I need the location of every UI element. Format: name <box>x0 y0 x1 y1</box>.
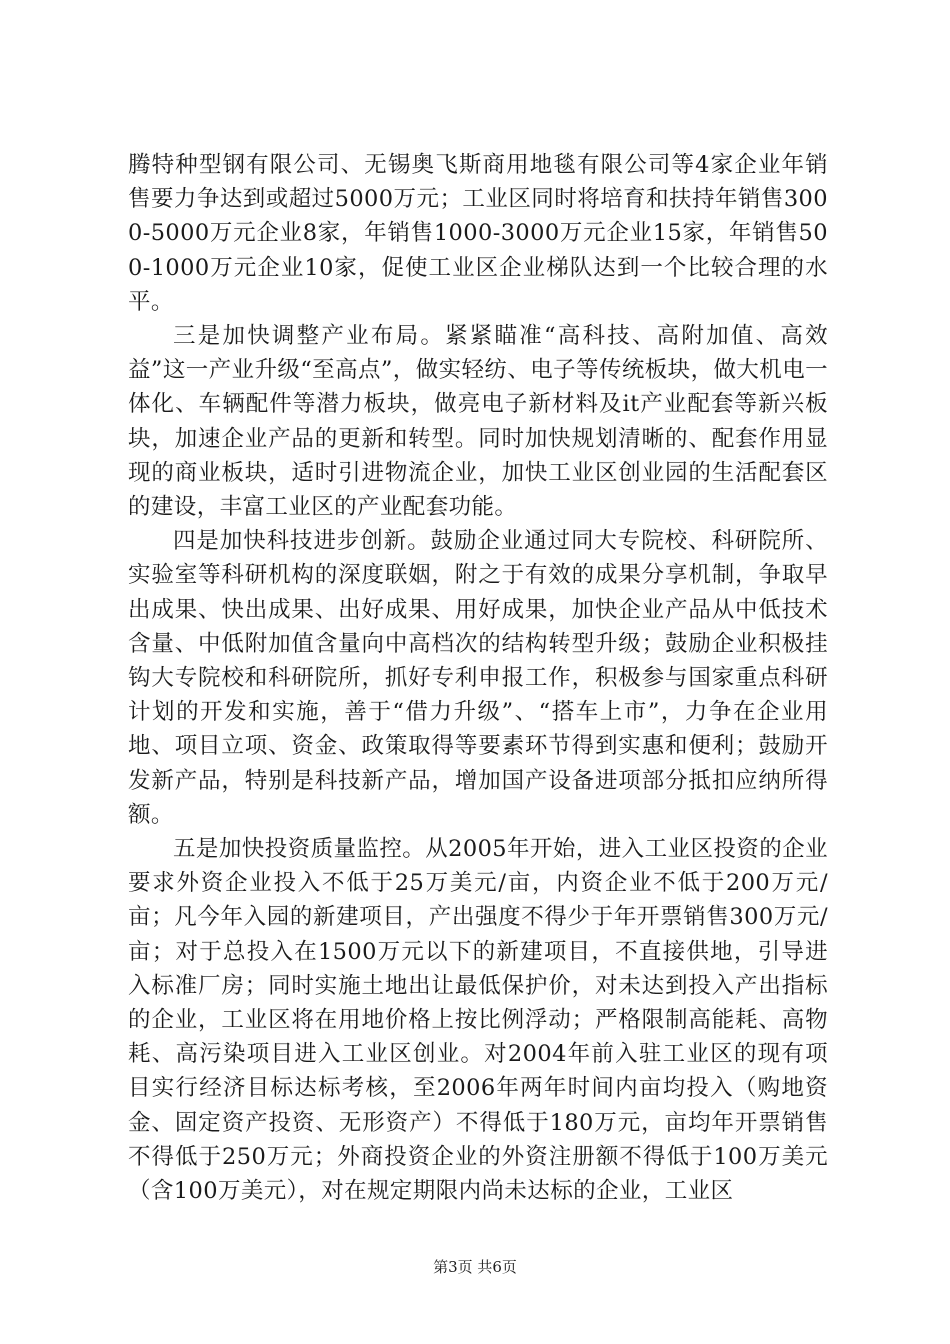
paragraph-industry-layout: 三是加快调整产业布局。紧紧瞄准“高科技、高附加值、高效益”这一产业升级“至高点”，做实轻纺、电子等传统板块，做大机电一体化、车辆配件等潜力板块，做亮电子新材料及it产业配套等新兴板块，加速企业产品的更新和转型。同时加快规划清晰的、配套作用显现的商业板块，适时引进物流企业，加快工业区创业园的生活配套区的建设，丰富工业区的产业配套功能。 <box>128 323 828 521</box>
paragraph-investment-quality: 五是加快投资质量监控。从2005年开始，进入工业区投资的企业要求外资企业投入不低于25万美元/亩，内资企业不低于200万元/亩；凡今年入园的新建项目，产出强度不得少于年开票销售300万元/亩；对于总投入在1500万元以下的新建项目，不直接供地，引导进入标准厂房；同时实施土地出让最低保护价，对未达到投入产出指标的企业，工业区将在用地价格上按比例浮动；严格限制高能耗、高物耗、高污染项目进入工业区创业。对2004年前入驻工业区的现有项目实行经济目标达标考核，至2006年两年时间内亩均投入（购地资金、固定资产投资、无形资产）不得低于180万元，亩均年开票销售不得低于250万元；外商投资企业的外资注册额不得低于100万美元（含100万美元），对在规定期限内尚未达标的企业，工业区 <box>128 836 828 1205</box>
paragraph-continued: 腾特种型钢有限公司、无锡奥飞斯商用地毯有限公司等4家企业年销售要力争达到或超过5000万元；工业区同时将培育和扶持年销售3000-5000万元企业8家，年销售1000-3000万元企业15家，年销售500-1000万元企业10家，促使工业区企业梯队达到一个比较合理的水平。 <box>128 152 828 315</box>
document-body <box>128 148 828 1208</box>
page-footer: 第3页 共6页 <box>433 1258 517 1276</box>
paragraph-tech-innovation: 四是加快科技进步创新。鼓励企业通过同大专院校、科研院所、实验室等科研机构的深度联姻，附之于有效的成果分享机制，争取早出成果、快出成果、出好成果、用好成果，加快企业产品从中低技术含量、中低附加值含量向中高档次的结构转型升级；鼓励企业积极挂钩大专院校和科研院所，抓好专利申报工作，积极参与国家重点科研计划的开发和实施，善于“借力升级”、“搭车上市”，力争在企业用地、项目立项、资金、政策取得等要素环节得到实惠和便利；鼓励开发新产品，特别是科技新产品，增加国产设备进项部分抵扣应纳所得额。 <box>128 528 828 828</box>
